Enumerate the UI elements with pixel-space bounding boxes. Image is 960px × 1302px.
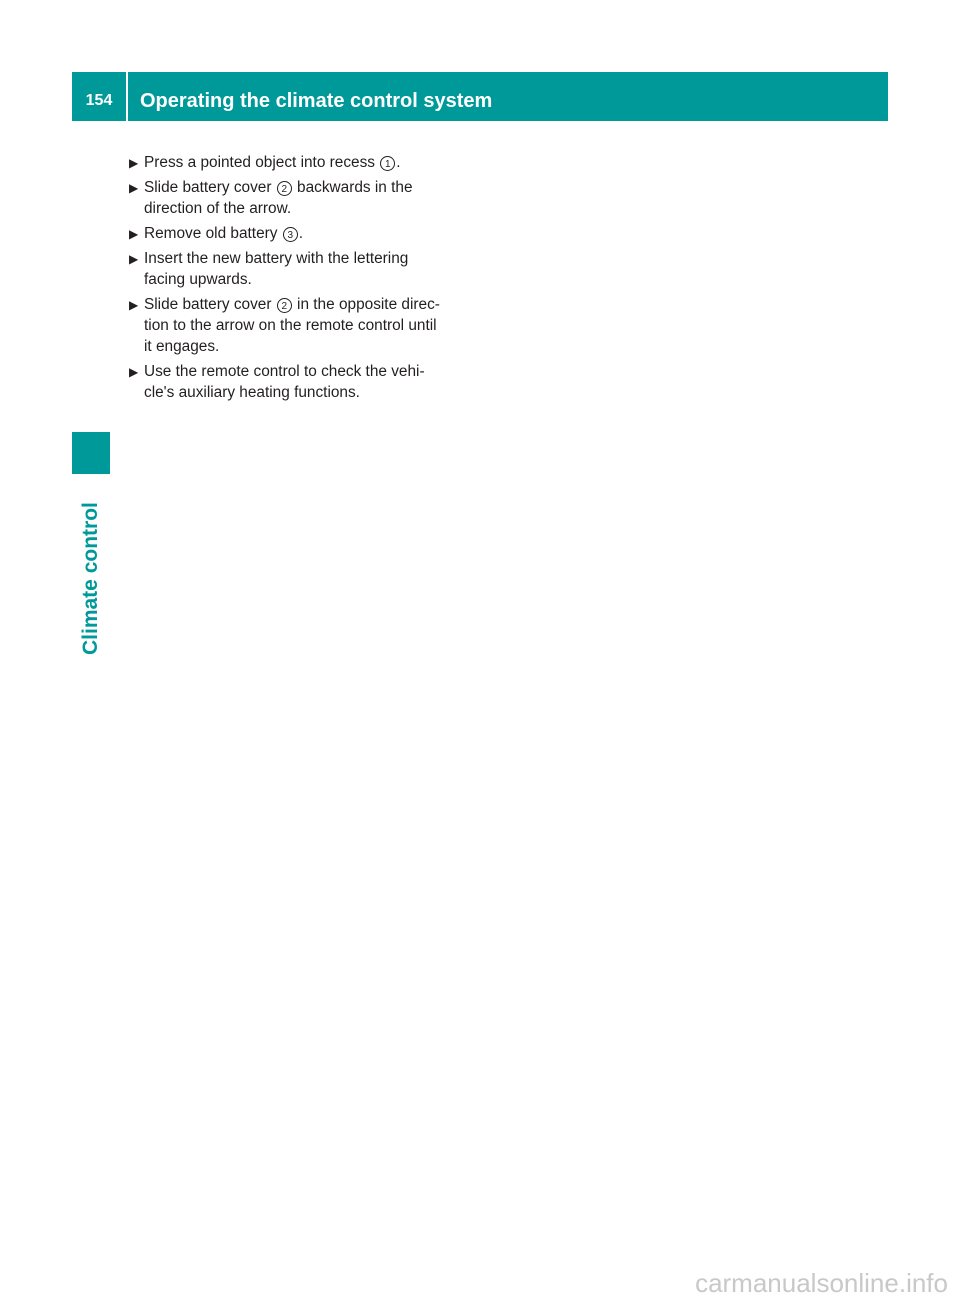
- header-divider: [126, 72, 128, 121]
- arrow-marker-icon: ▶: [129, 365, 139, 379]
- instruction-step: ▶ Remove old battery 3 .: [129, 223, 469, 244]
- page-header: [72, 72, 888, 121]
- side-tab-marker: [72, 432, 110, 474]
- instruction-step: ▶ Insert the new battery with the lettering facing upwards.: [129, 250, 409, 288]
- section-title: Operating the climate control system: [140, 90, 493, 112]
- arrow-marker-icon: ▶: [129, 181, 139, 195]
- arrow-marker-icon: ▶: [129, 227, 139, 241]
- arrow-marker-icon: ▶: [129, 298, 139, 312]
- instruction-step: ▶ Press a pointed object into recess 1 .: [129, 152, 469, 173]
- callout-number: 3: [283, 227, 298, 242]
- instruction-list: [129, 152, 469, 407]
- watermark: carmanualsonline.info: [695, 1268, 948, 1298]
- callout-number: 2: [277, 298, 292, 313]
- arrow-marker-icon: ▶: [129, 156, 139, 170]
- instruction-step: ▶ Slide battery cover 2 backwards in the direction of the arrow.: [129, 179, 413, 217]
- page-number: 154: [85, 92, 113, 109]
- side-tab-label: Climate control: [79, 502, 102, 655]
- callout-number: 1: [380, 156, 395, 171]
- instruction-step: ▶ Use the remote control to check the vehi- cle's auxiliary heating functions.: [129, 363, 425, 401]
- callout-number: 2: [277, 181, 292, 196]
- arrow-marker-icon: ▶: [129, 252, 139, 266]
- instruction-step: ▶ Slide battery cover 2 in the opposite direc- tion to the arrow on the remote control until it engages.: [129, 296, 440, 355]
